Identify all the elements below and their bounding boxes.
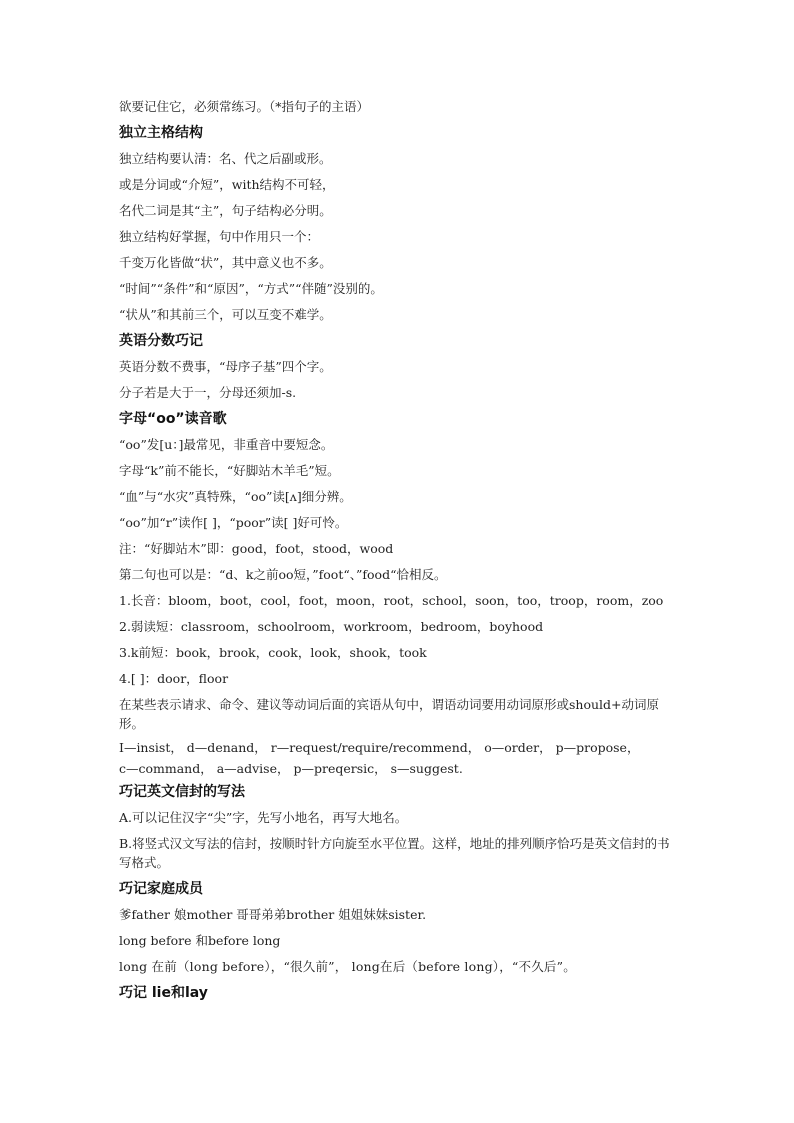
section-heading-envelope: 巧记英文信封的写法 [119, 784, 245, 800]
text-line: 爹father 娘mother 哥哥弟弟brother 姐姐妹妹sister. [119, 907, 427, 922]
intro-line: 欲要记住它，必须常练习。（*指句子的主语） [119, 99, 370, 114]
paragraph: B.将竖式汉文写法的信封，按顺时针方向旋至水平位置。这样，地址的排列顺序恰巧是英文信封的书写格式。 [119, 836, 670, 870]
text-line: 3.k前短：book，brook，cook，look，shook，took [119, 645, 427, 660]
text-line: long 在前（long before），“很久前”， long在后（before long），“不久后”。 [119, 959, 576, 974]
text-line: 2.弱读短：classroom，schoolroom，workroom，bedroom，boyhood [119, 619, 544, 634]
text-line: 千变万化皆做“状”，其中意义也不多。 [119, 255, 332, 270]
text-line: 注：“好脚站木”即：good，foot，stood，wood [119, 541, 394, 556]
text-line: “oo”发[u：]最常见，非重音中要短念。 [119, 437, 334, 452]
text-line: 或是分词或“介短”，with结构不可轻， [119, 177, 335, 192]
text-line: 字母“k”前不能长，“好脚站木羊毛”短。 [119, 463, 340, 478]
text-line: 第二句也可以是：“d、k之前oo短，”foot“、”food“恰相反。 [119, 567, 447, 582]
text-line: 名代二词是其“主”，句子结构必分明。 [119, 203, 332, 218]
text-line: long before 和before long [119, 933, 281, 948]
mnemonic-line: I—insist， d—denand， r—request/require/recommend， o—order， p—propose， [119, 740, 640, 755]
section-heading-family-members: 巧记家庭成员 [119, 881, 203, 897]
paragraph: 在某些表示请求、命令、建议等动词后面的宾语从句中，谓语动词要用动词原形或should+动词原形。 [119, 697, 660, 731]
text-line: 4.[ ]：door，floor [119, 671, 229, 686]
text-line: “血”与“水灾”真特殊，“oo”读[ʌ]细分辨。 [119, 489, 352, 504]
section-heading-lie-lay: 巧记 lie和lay [119, 985, 208, 1001]
mnemonic-line: c—command， a—advise， p—preqersic， s—suggest. [119, 761, 463, 776]
text-line: 英语分数不费事，“母序子基”四个字。 [119, 359, 332, 374]
text-line: 独立结构好掌握，句中作用只一个： [119, 229, 320, 244]
text-line: 1.长音：bloom，boot，cool，foot，moon，root，school，soon，too，troop，room，zoo [119, 593, 664, 608]
text-line: “时间”“条件”和“原因”，“方式”“伴随”没别的。 [119, 281, 383, 296]
mnemonic-block [119, 737, 679, 779]
text-line: “状从”和其前三个，可以互变不难学。 [119, 307, 332, 322]
text-line: 分子若是大于一，分母还须加-s. [119, 385, 297, 400]
section-heading-absolute-construction: 独立主格结构 [119, 125, 203, 141]
section-heading-fractions: 英语分数巧记 [119, 333, 203, 349]
text-line: “oo”加“r”读作[ ]，“poor”读[ ]好可怜。 [119, 515, 348, 530]
text-line: A.可以记住汉字“尖”字，先写小地名，再写大地名。 [119, 810, 408, 825]
section-heading-oo-pronunciation: 字母“oo”读音歌 [119, 411, 227, 427]
document-page [119, 94, 679, 1006]
text-line: 独立结构要认清：名、代之后副或形。 [119, 151, 332, 166]
